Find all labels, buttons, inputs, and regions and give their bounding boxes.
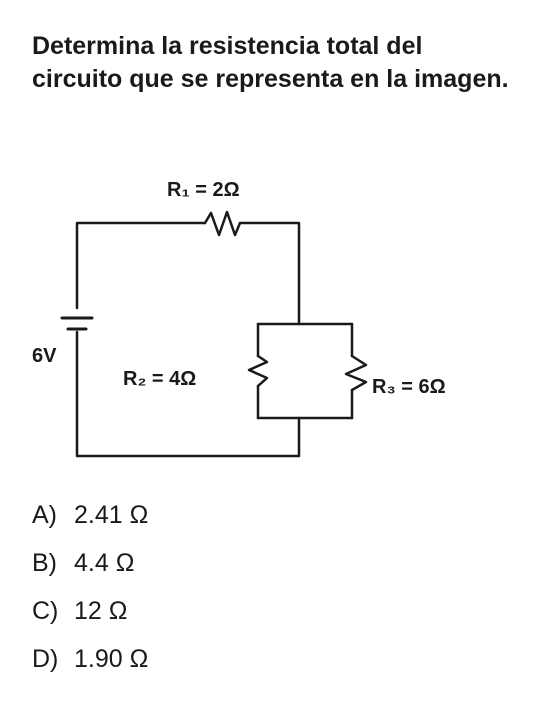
voltage-source-label: 6V bbox=[32, 345, 57, 367]
resistor-r1-label: R₁ = 2Ω bbox=[167, 179, 240, 201]
resistor-r1-symbol bbox=[205, 212, 240, 235]
option-b-letter: B) bbox=[32, 549, 57, 577]
option-d-value: 1.90 Ω bbox=[74, 645, 149, 673]
option-a-letter: A) bbox=[32, 501, 57, 529]
option-b[interactable] bbox=[32, 543, 148, 591]
option-d-letter: D) bbox=[32, 645, 59, 673]
resistor-r3-symbol bbox=[346, 356, 366, 390]
option-a[interactable] bbox=[32, 495, 148, 543]
return-wire bbox=[77, 332, 299, 456]
option-c[interactable] bbox=[32, 591, 148, 639]
top-wire-right bbox=[240, 223, 299, 324]
option-b-value: 4.4 Ω bbox=[74, 549, 135, 577]
top-wire-left bbox=[77, 223, 205, 308]
question-text: Determina la resistencia total del circuito que se representa en la imagen. bbox=[32, 32, 509, 93]
resistor-r2-label: R₂ = 4Ω bbox=[123, 368, 197, 390]
option-c-value: 12 Ω bbox=[74, 597, 128, 625]
resistor-r2-symbol bbox=[249, 356, 267, 386]
resistor-r3-label: R₃ = 6Ω bbox=[372, 376, 446, 398]
option-a-value: 2.41 Ω bbox=[74, 501, 149, 529]
option-c-letter: C) bbox=[32, 597, 59, 625]
answer-options bbox=[32, 495, 148, 687]
option-d[interactable] bbox=[32, 639, 148, 687]
